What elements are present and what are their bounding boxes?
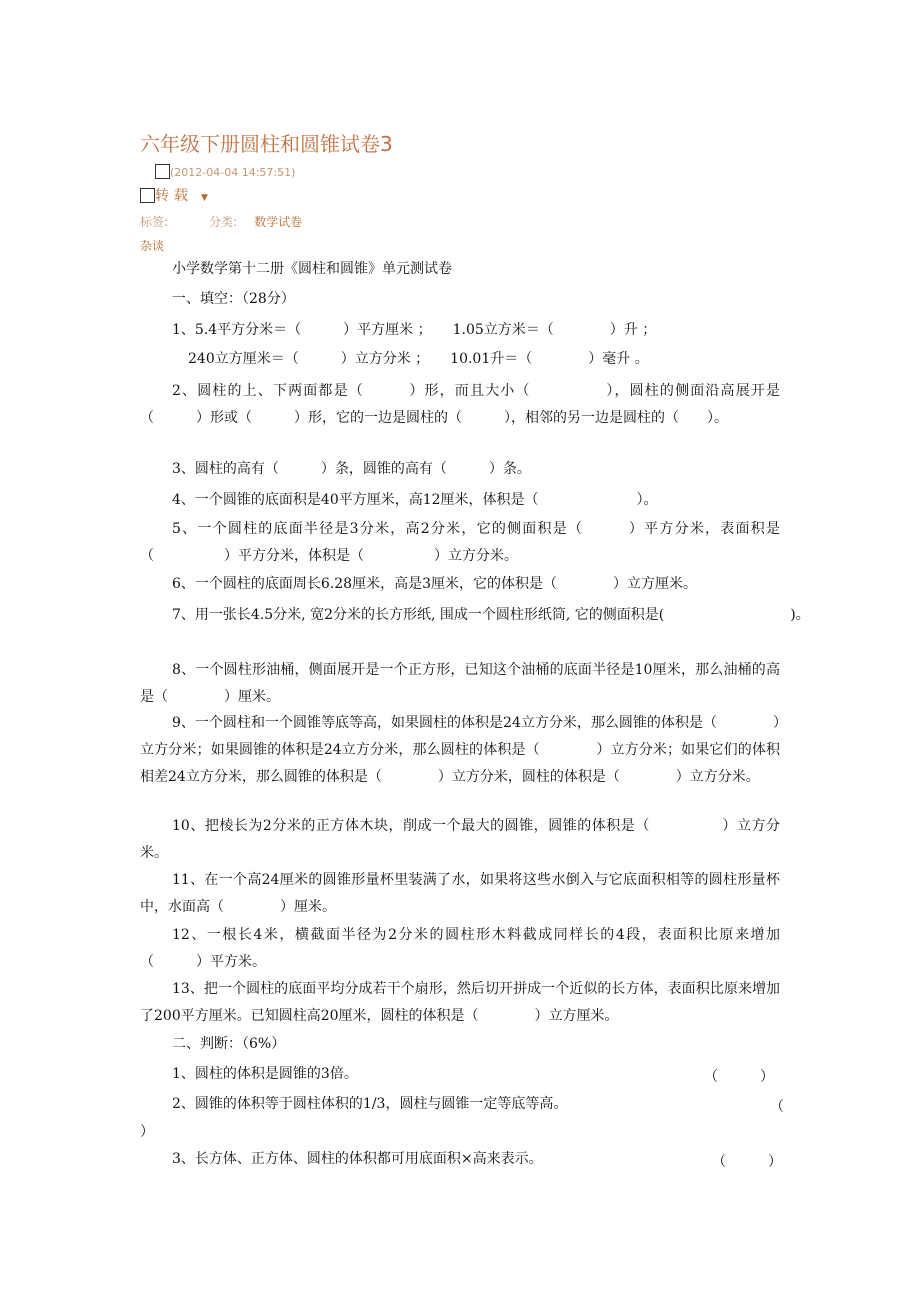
blog-title: 六年级下册圆柱和圆锥试卷3 [140,132,393,156]
subcategory-link[interactable]: 杂谈 [140,239,165,253]
question-8: 8、一个圆柱形油桶，侧面展开是一个正方形，已知这个油桶的底面半径是10厘米，那么油桶的高是（ ）厘米。 [140,662,780,705]
question-1-line-1: 1、5.4平方分米＝（ ）平方厘米 ； 1.05立方米＝（ ）升 ； [172,322,657,338]
image-placeholder-icon [155,164,170,179]
tags-line [140,211,302,230]
question-12: 12、一根长4米，横截面半径为2分米的圆柱形木料截成同样长的4段，表面积比原来增加（ ）平方米。 [140,927,780,970]
question-6: 6、一个圆柱的底面周长6.28厘米，高是3厘米，它的体积是（ ）立方厘米。 [172,576,697,592]
section-fill-in: 一、填空：（28分） [172,291,295,307]
question-10: 10、把棱长为2分米的正方体木块，削成一个最大的圆锥，圆锥的体积是（ ）立方分米。 [140,818,780,861]
judgement-3-answer-bracket: （ ） [712,1154,782,1170]
judgement-3: 3、长方体、正方体、圆柱的体积都可用底面积×高来表示。 [172,1151,543,1167]
question-13: 13、把一个圆柱的底面平均分成若干个扇形，然后切开拼成一个近似的长方体，表面积比原来增加了200平方厘米。已知圆柱高20厘米，圆柱的体积是（ ）立方厘米。 [140,981,780,1024]
repost-line [140,185,208,205]
question-11: 11、在一个高24厘米的圆锥形量杯里装满了水，如果将这些水倒入与它底面积相等的圆柱形量杯中，水面高（ ）厘米。 [140,872,780,915]
question-4: 4、一个圆锥的底面积是40平方厘米，高12厘米，体积是（ ）。 [172,492,658,508]
category-link[interactable]: 数学试卷 [254,215,303,229]
subcategory-line [140,235,164,254]
question-3: 3、圆柱的高有（ ）条，圆锥的高有（ ）条。 [172,461,531,477]
section-judgement: 二、判断：（6%） [172,1036,286,1052]
question-7: 7、用一张长4.5分米, 宽2分米的长方形纸, 围成一个圆柱形纸筒, 它的侧面积是( )。 [172,607,810,623]
judgement-1-answer-bracket: （ ） [704,1069,774,1085]
tags-label: 标签: [140,215,169,229]
category-label: 分类: [209,215,238,229]
judgement-1: 1、圆柱的体积是圆锥的3倍。 [172,1066,358,1082]
repost-button[interactable]: 转载 [155,188,193,204]
question-1-line-2: 240立方厘米＝（ ）立方分米 ； 10.01升＝（ ）毫升 。 [188,351,649,367]
judgement-2-bracket-close: ） [140,1124,154,1140]
question-2: 2、圆柱的上、下两面都是（ ）形，而且大小（ ），圆柱的侧面沿高展开是（ ）形或（ ）形，它的一边是圆柱的（ ），相邻的另一边是圆柱的（ ）。 [140,383,780,426]
judgement-2-bracket-open: （ [770,1099,784,1115]
question-9: 9、一个圆柱和一个圆锥等底等高，如果圆柱的体积是24立方分米，那么圆锥的体积是（ ）立方分米；如果圆锥的体积是24立方分米，那么圆柱的体积是（ ）立方分米；如果它们的体积相差24立方分米，那么圆锥的体积是（ ）立方分米，圆柱的体积是（ ）立方分米。 [140,715,780,785]
post-date: (2012-04-04 14:57:51) [170,166,296,179]
judgement-2: 2、圆锥的体积等于圆柱体积的1/3，圆柱与圆锥一定等底等高。 [172,1096,568,1112]
question-5: 5、一个圆柱的底面半径是3分米，高2分米，它的侧面积是（ ）平方分米，表面积是（ ）平方分米，体积是（ ）立方分米。 [140,521,780,564]
meta-date-line [155,161,295,180]
image-placeholder-icon [140,188,155,203]
exam-heading: 小学数学第十二册《圆柱和圆锥》单元测试卷 [172,261,452,277]
dropdown-arrow-icon[interactable]: ▼ [201,193,208,203]
